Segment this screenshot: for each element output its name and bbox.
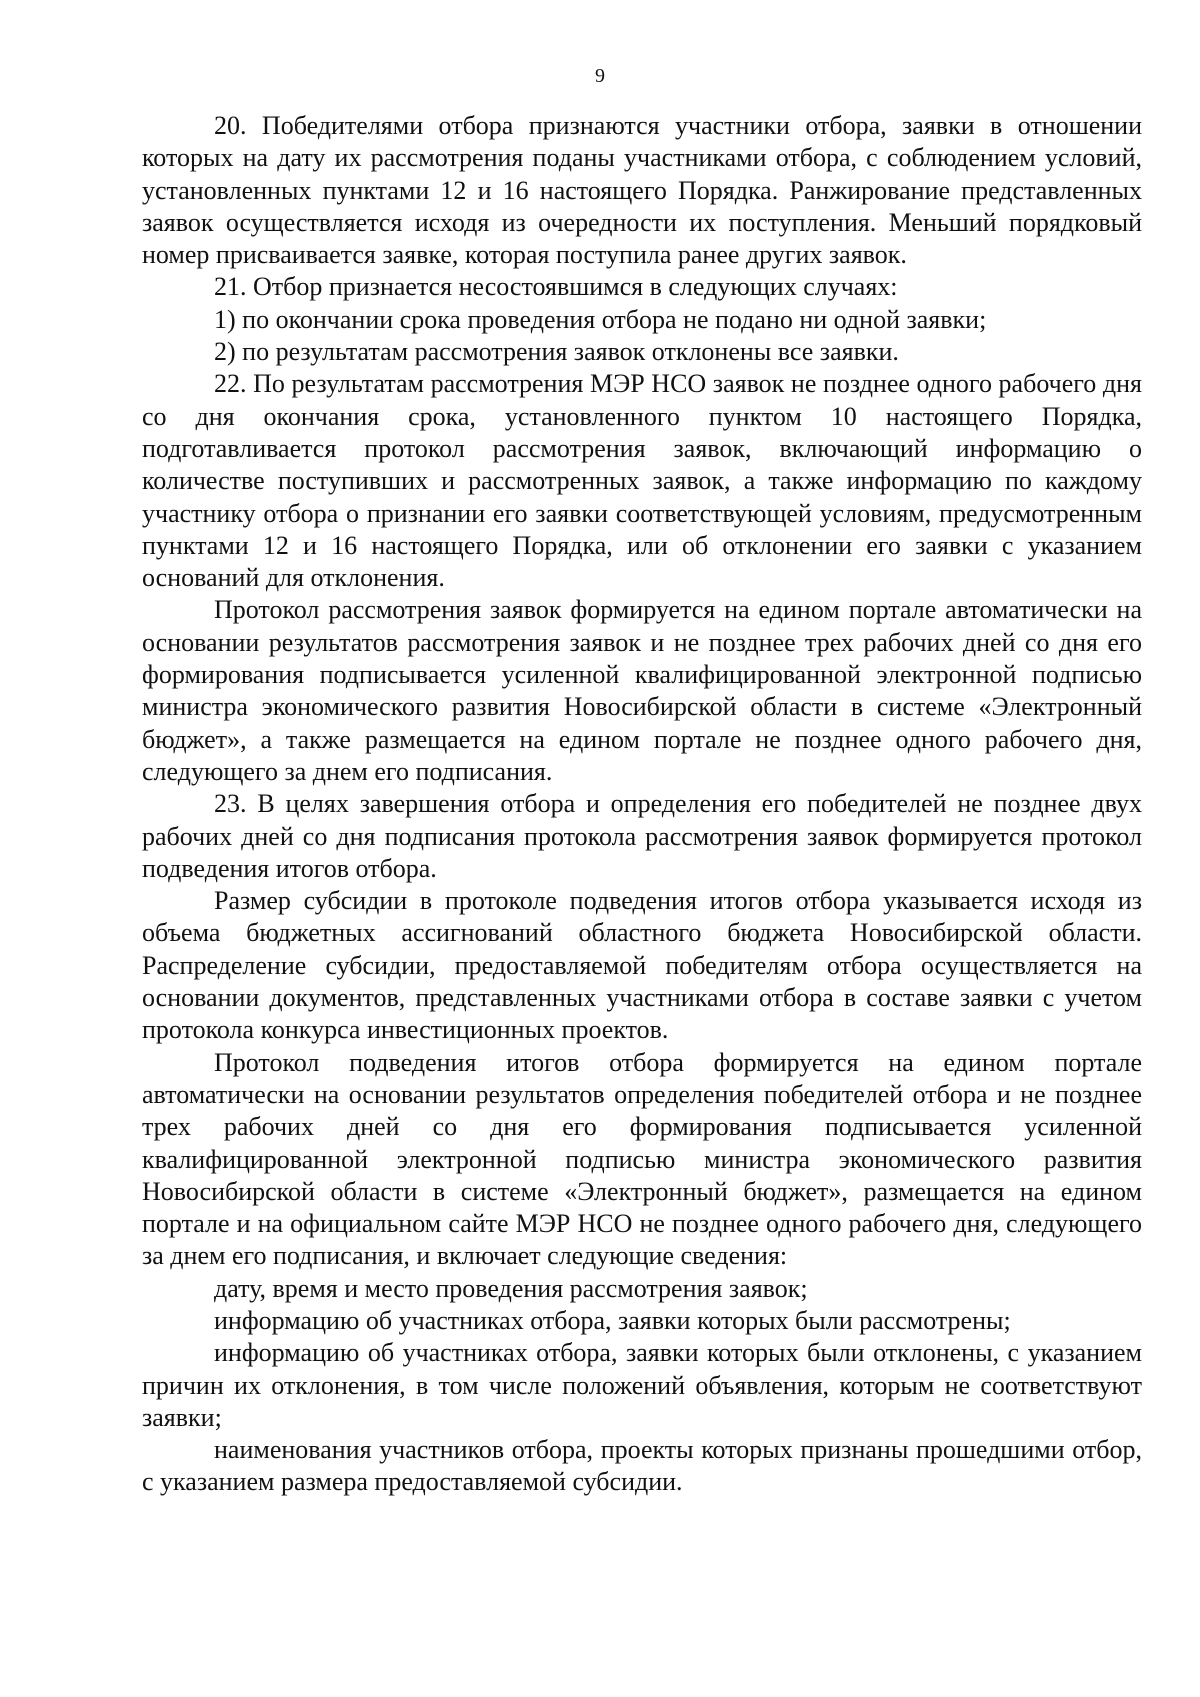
paragraph-20-winners: 20. Победителями отбора признаются участники отбора, заявки в отношении которых на дату их рассмотрения поданы участниками отбора, с соблюдением условий, установленных пунктами 12 и 16 настоящего Порядка. Ранжирование представленных заявок осуществляется исходя из очередности их поступления. Меньший порядковый номер присваивается заявке, которая поступила ранее других заявок. — [142, 111, 1142, 270]
paragraph-22-review-protocol: 22. По результатам рассмотрения МЭР НСО заявок не позднее одного рабочего дня со дня окончания срока, установленного пунктом 10 настоящего Порядка, подготавливается протокол рассмотрения заявок, включающий информацию о количестве поступивших и рассмотренных заявок, а также информацию по каждому участнику отбора о признании его заявки соответствующей условиям, предусмотренным пунктами 12 и 16 настоящего Порядка, или об отклонении его заявки с указанием оснований для отклонения. — [142, 369, 1142, 593]
page-number: 9 — [595, 65, 605, 87]
document-body — [142, 110, 1142, 1499]
paragraph-21-case-1: 1) по окончании срока проведения отбора не подано ни одной заявки; — [214, 304, 987, 334]
paragraph-subsidy-size: Размер субсидии в протоколе подведения итогов отбора указывается исходя из объема бюджетных ассигнований областного бюджета Новосибирской области. Распределение субсидии, предоставляемой победителям отбора осуществляется на основании документов, представленных участниками отбора в составе заявки с учетом протокола конкурса инвестиционных проектов. — [142, 886, 1142, 1045]
paragraph-info-winners-subsidy: наименования участников отбора, проекты которых признаны прошедшими отбор, с указанием размера предоставляемой субсидии. — [142, 1435, 1142, 1497]
paragraph-info-date-time-place: дату, время и место проведения рассмотрения заявок; — [214, 1273, 808, 1303]
paragraph-23-results-protocol: 23. В целях завершения отбора и определения его победителей не позднее двух рабочих дней со дня подписания протокола рассмотрения заявок формируется протокол подведения итогов отбора. — [142, 789, 1142, 883]
paragraph-info-rejected-participants: информацию об участниках отбора, заявки которых были отклонены, с указанием причин их отклонения, в том числе положений объявления, которым не соответствуют заявки; — [142, 1338, 1142, 1432]
paragraph-21-failed-selection: 21. Отбор признается несостоявшимся в следующих случаях: — [214, 272, 898, 302]
paragraph-info-reviewed-participants: информацию об участниках отбора, заявки которых были рассмотрены; — [214, 1305, 1011, 1335]
paragraph-results-protocol-formation: Протокол подведения итогов отбора формируется на едином портале автоматически на основании результатов определения победителей отбора и не позднее трех рабочих дней со дня его формирования подписывается усиленной квалифицированной электронной подписью министра экономического развития Новосибирской области в системе «Электронный бюджет», размещается на едином портале и на официальном сайте МЭР НСО не позднее одного рабочего дня, следующего за днем его подписания, и включает следующие сведения: — [142, 1047, 1142, 1271]
paragraph-review-protocol-formation: Протокол рассмотрения заявок формируется на едином портале автоматически на основании результатов рассмотрения заявок и не позднее трех рабочих дней со дня его формирования подписывается усиленной квалифицированной электронной подписью министра экономического развития Новосибирской области в системе «Электронный бюджет», а также размещается на едином портале не позднее одного рабочего дня, следующего за днем его подписания. — [142, 595, 1142, 786]
paragraph-21-case-2: 2) по результатам рассмотрения заявок отклонены все заявки. — [214, 337, 899, 367]
